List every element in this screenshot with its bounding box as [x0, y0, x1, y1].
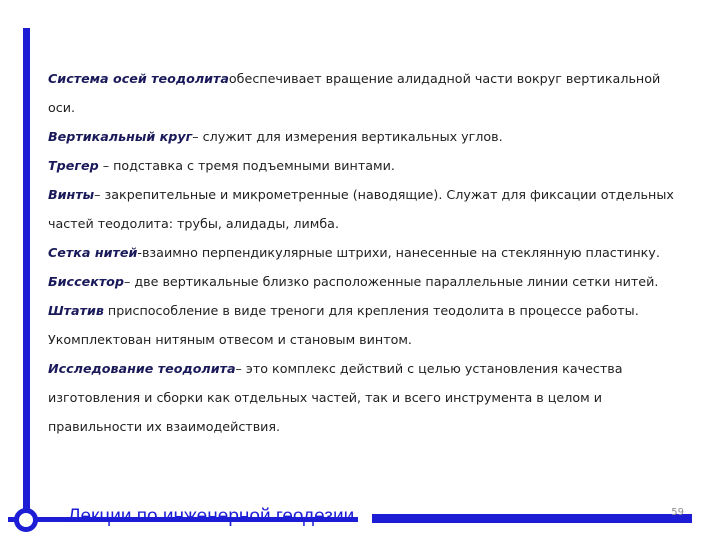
- definition-reticle: -взаимно перпендикулярные штрихи, нанесенные на стеклянную пластинку.: [137, 245, 660, 260]
- corner-ring-ornament: [14, 508, 38, 532]
- paragraph-axis-system: [48, 64, 688, 122]
- definition-vertical-circle: – служит для измерения вертикальных углов.: [192, 129, 503, 144]
- definition-theodolite-study: – это комплекс действий с целью установления качества изготовления и сборки как отдельных частей, так и всего инструмента в целом и правильности их взаимодействия.: [48, 361, 623, 434]
- term-reticle: Сетка нитей: [48, 245, 138, 260]
- term-tripod: Штатив: [48, 303, 104, 318]
- definition-bisector: – две вертикальные близко расположенные параллельные линии сетки нитей.: [123, 274, 659, 289]
- term-vertical-circle: Вертикальный круг: [48, 129, 193, 144]
- footer-right-bar: [372, 514, 692, 523]
- definition-treger: – подставка с тремя подъемными винтами.: [98, 158, 395, 173]
- definition-screws: – закрепительные и микрометренные (наводящие). Служат для фиксации отдельных частей теодолита: трубы, алидады, лимба.: [48, 187, 674, 231]
- page-number: 59: [671, 507, 684, 518]
- paragraph-vertical-circle: [48, 122, 688, 151]
- paragraph-screws: [48, 180, 688, 238]
- term-theodolite-study: Исследование теодолита: [48, 361, 236, 376]
- paragraph-tripod: [48, 296, 688, 354]
- paragraph-treger: [48, 151, 688, 180]
- term-screws: Винты: [48, 187, 95, 202]
- footer-course-title: Лекции по инженерной геодезии: [68, 506, 355, 527]
- term-axis-system: Система осей теодолита: [48, 71, 229, 86]
- slide-body: [48, 64, 688, 441]
- term-bisector: Биссектор: [48, 274, 124, 289]
- term-treger: Трегер: [48, 158, 99, 173]
- left-vertical-rule: [23, 28, 30, 517]
- paragraph-theodolite-study: [48, 354, 688, 441]
- definition-axis-system: обеспечивает вращение алидадной части вокруг вертикальной оси.: [48, 71, 661, 115]
- definition-tripod: приспособление в виде треноги для крепления теодолита в процессе работы. Укомплектован нитяным отвесом и становым винтом.: [48, 303, 639, 347]
- paragraph-bisector: [48, 267, 688, 296]
- paragraph-reticle: [48, 238, 688, 267]
